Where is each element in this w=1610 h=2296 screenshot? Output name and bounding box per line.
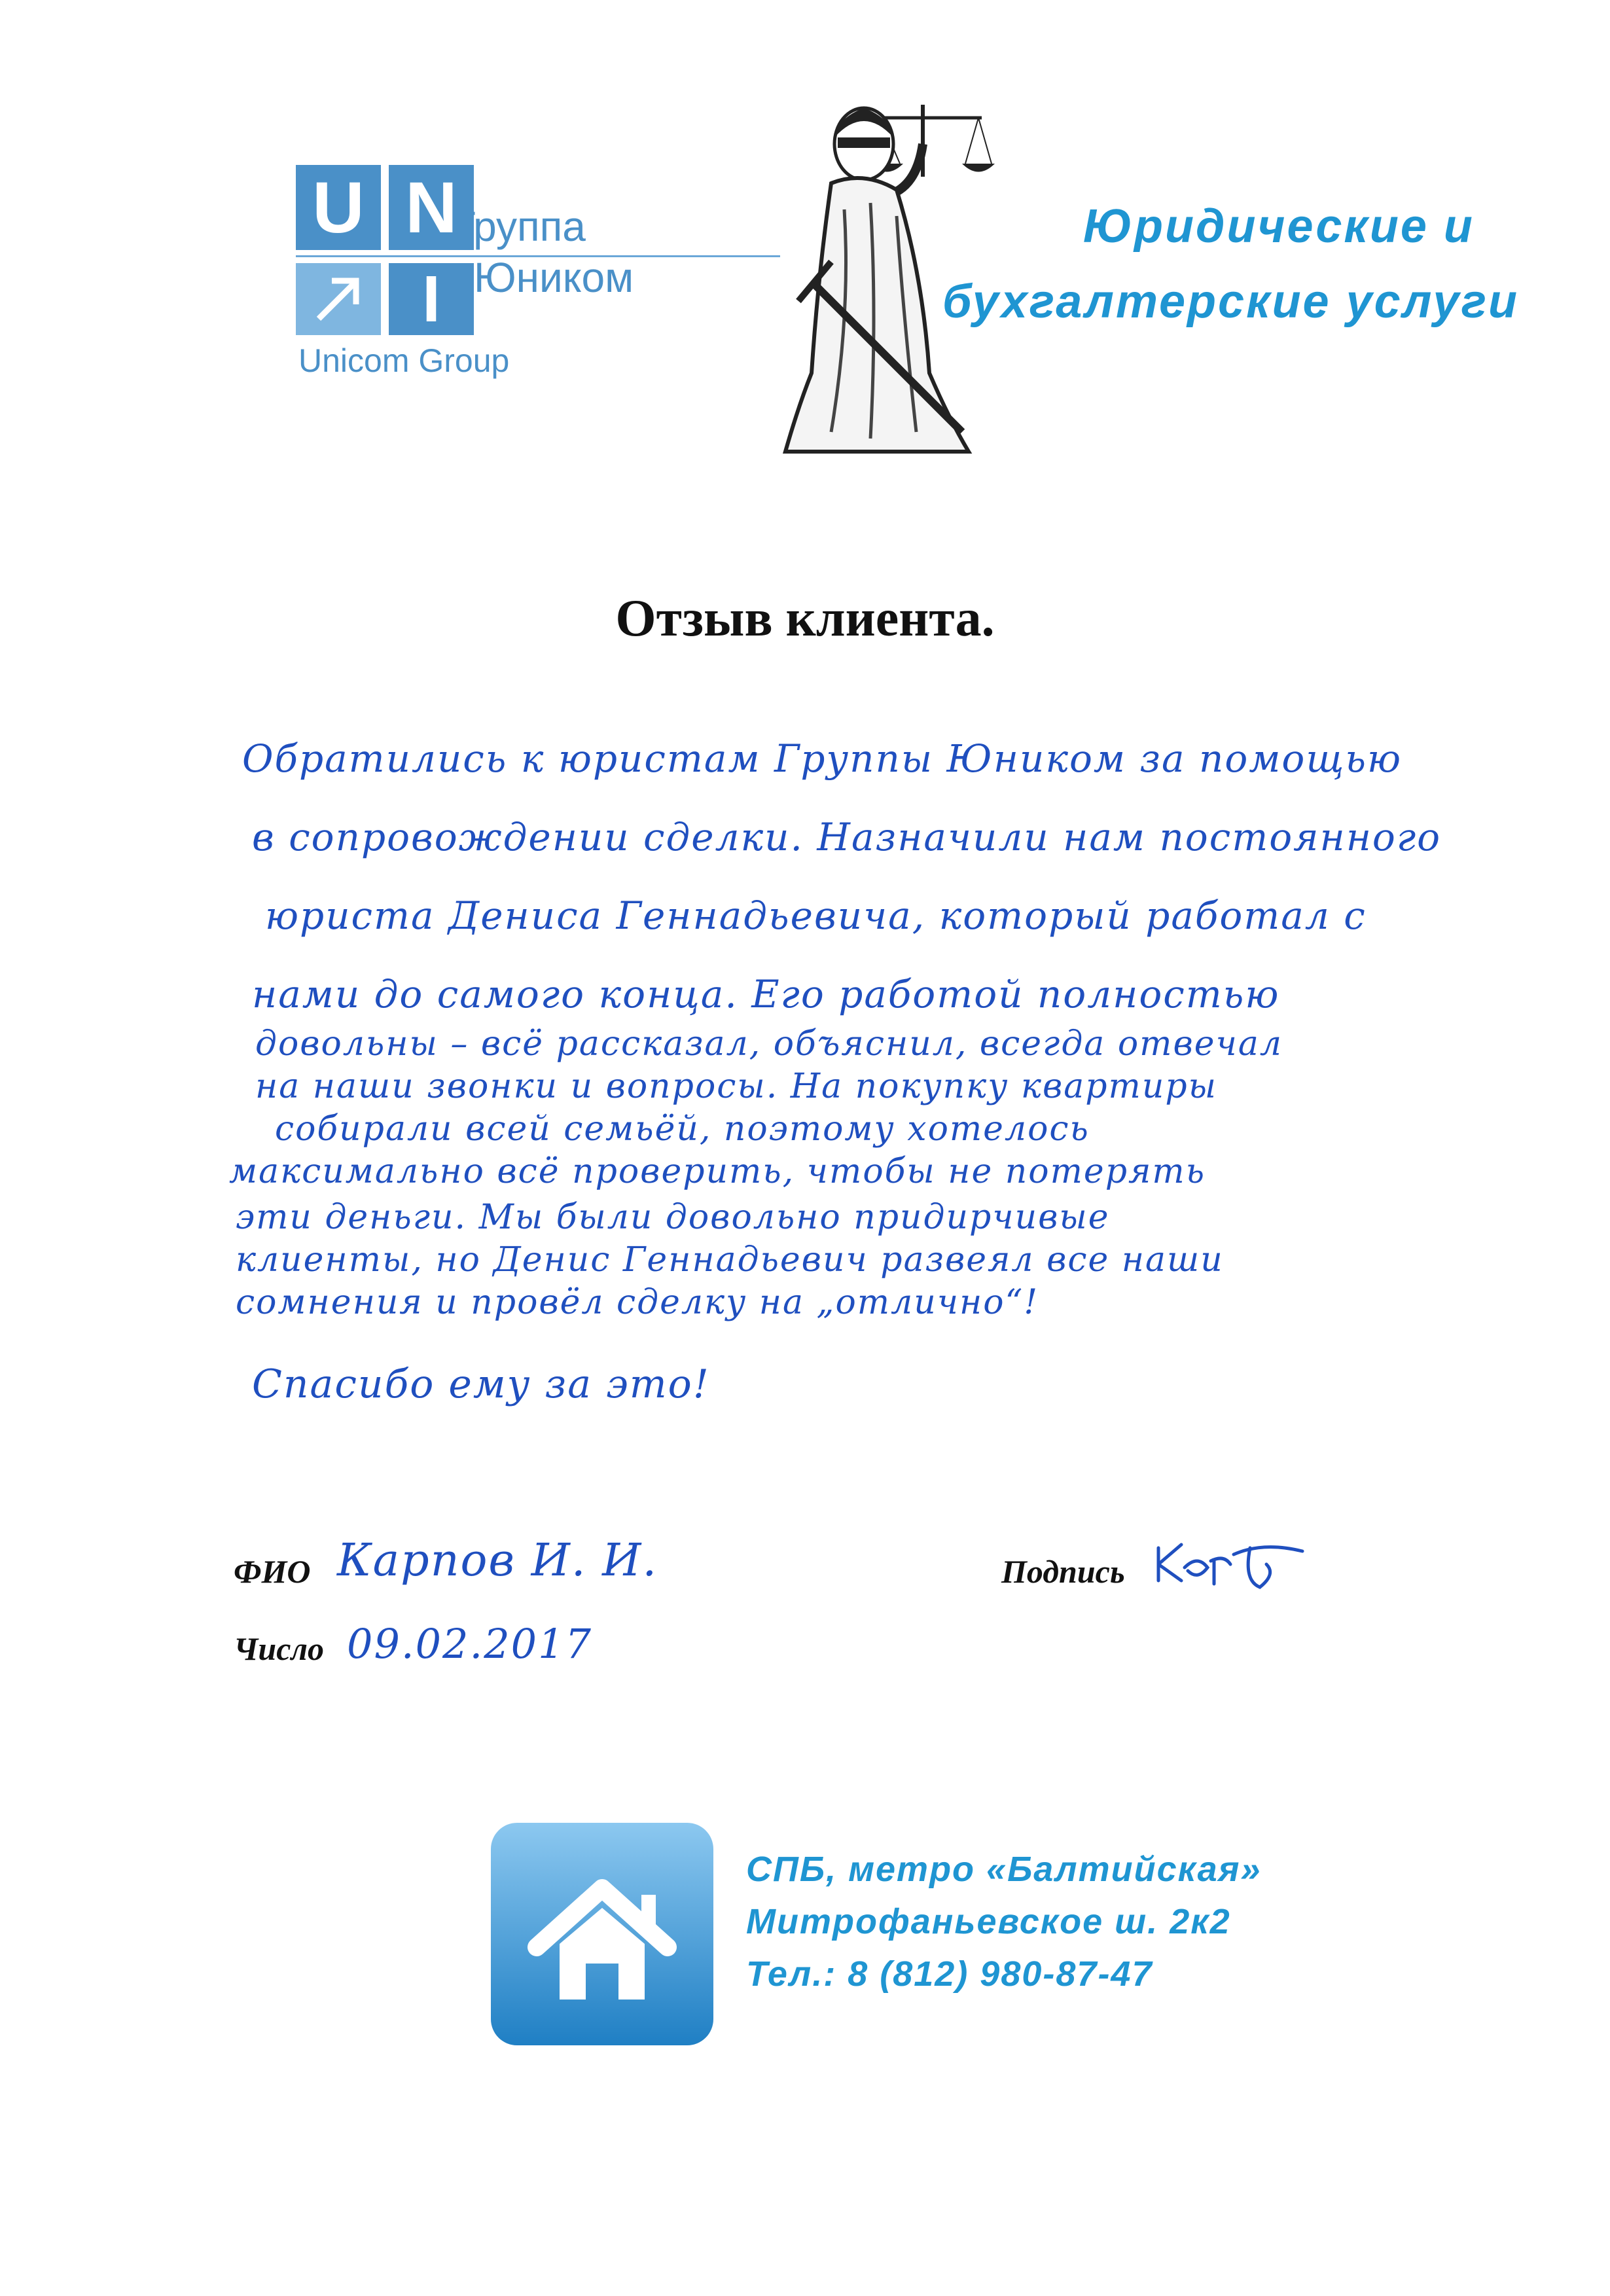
date-label: Число xyxy=(234,1630,325,1667)
footer-address-line2: Митрофаньевское ш. 2к2 xyxy=(746,1902,1231,1941)
footer-address-line1: СПБ, метро «Балтийская» xyxy=(746,1850,1262,1889)
logo-name-ru-line1: Группа xyxy=(453,203,586,250)
services-heading-line1: Юридические и xyxy=(1083,200,1475,253)
logo-tile-u: U xyxy=(296,165,381,250)
home-icon xyxy=(491,1823,713,2045)
logo-tile-n: N xyxy=(389,165,474,250)
review-line: собирали всей семьёй, поэтому хотелось xyxy=(275,1109,1090,1149)
lady-justice-icon xyxy=(772,65,995,458)
logo-tile-arrow-icon xyxy=(296,263,381,335)
fio-value: Карпов И. И. xyxy=(337,1535,658,1587)
date-value: 09.02.2017 xyxy=(347,1620,592,1668)
logo-tile-i: I xyxy=(389,263,474,335)
review-line: максимально всё проверить, чтобы не потерять xyxy=(229,1152,1206,1191)
review-line: эти деньги. Мы были довольно придирчивые xyxy=(236,1198,1110,1237)
review-line: в сопровождении сделки. Назначили нам постоянного xyxy=(252,815,1442,859)
logo-name-en: Unicom Group xyxy=(298,342,510,379)
footer-phone: Тел.: 8 (812) 980-87-47 xyxy=(746,1954,1153,1994)
fio-label: ФИО xyxy=(234,1553,311,1590)
signature-label: Подпись xyxy=(1001,1553,1125,1590)
review-line: на наши звонки и вопросы. На покупку квартиры xyxy=(255,1067,1217,1106)
review-line: Обратились к юристам Группы Юником за помощью xyxy=(242,736,1403,781)
review-line: клиенты, но Денис Геннадьевич развеял все наши xyxy=(236,1240,1224,1280)
company-logo xyxy=(296,157,793,380)
signature-icon xyxy=(1145,1528,1342,1594)
review-line: Спасибо ему за это! xyxy=(252,1361,710,1407)
page-title: Отзыв клиента. xyxy=(615,590,995,647)
review-line: нами до самого конца. Его работой полностью xyxy=(252,972,1280,1016)
services-heading-line2: бухгалтерские услуги xyxy=(942,276,1519,328)
review-line: юриста Дениса Геннадьевича, который работал с xyxy=(265,893,1367,938)
logo-name-ru-line2: Юником xyxy=(474,254,634,301)
review-line: сомнения и провёл сделку на „отлично“! xyxy=(236,1283,1039,1322)
review-line: довольны – всё рассказал, объяснил, всегда отвечал xyxy=(255,1024,1283,1064)
